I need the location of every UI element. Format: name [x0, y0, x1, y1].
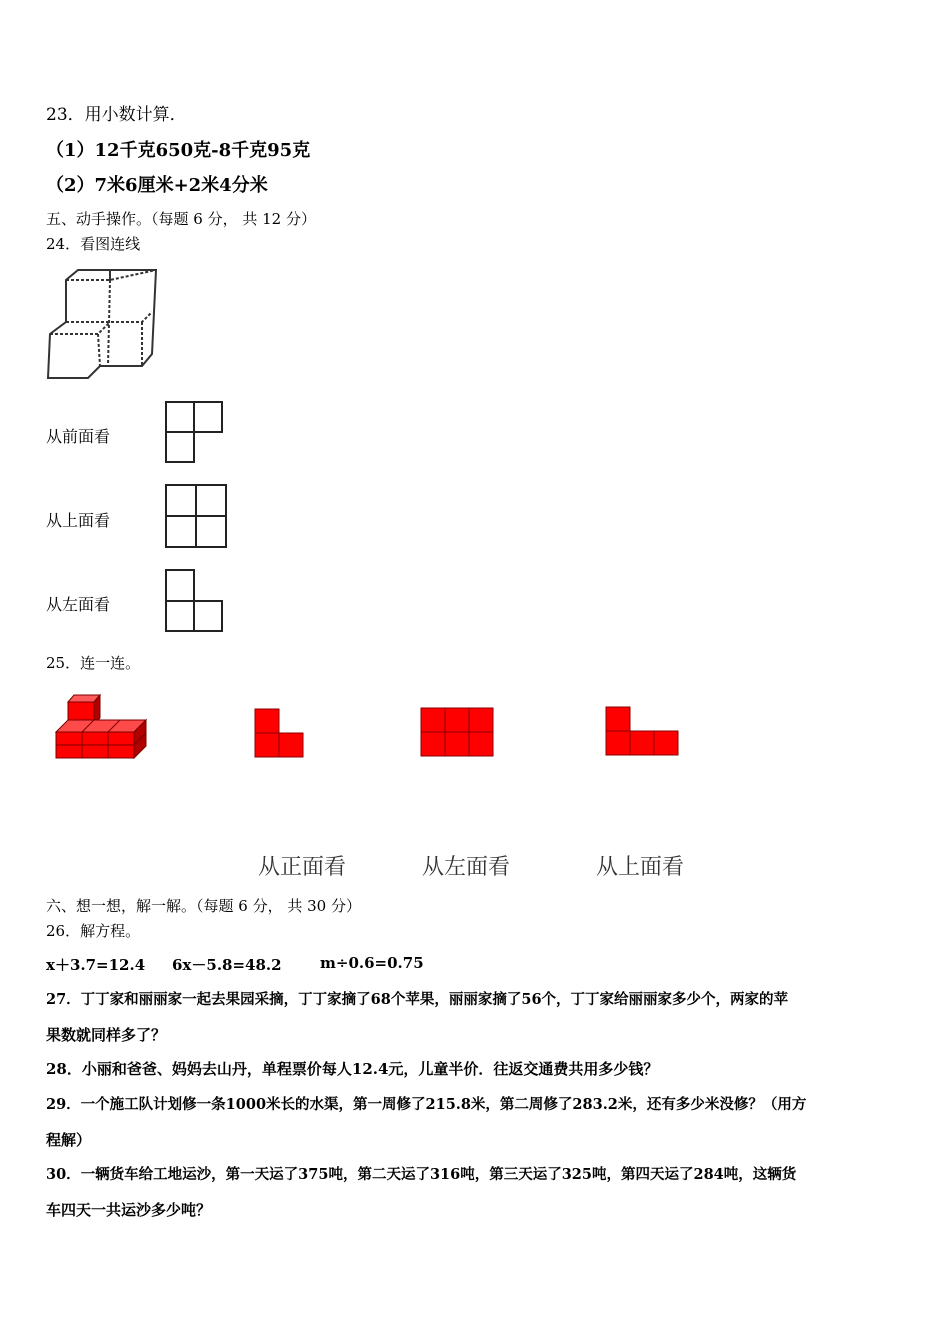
- q25-title: 25．连一连。: [46, 654, 141, 672]
- q25-view-3: [605, 706, 681, 758]
- q23-part2: （2）7米6厘米+2米4分米: [46, 175, 268, 196]
- q24-view-c: [164, 568, 226, 634]
- q23-title: 23．用小数计算．: [46, 105, 187, 125]
- q25-caption-top: 从上面看: [596, 855, 685, 880]
- q24-label-left: 从左面看: [46, 595, 111, 614]
- q26-equation-2: 6x－5.8=48.2: [172, 956, 282, 974]
- q25-view-1: [254, 708, 306, 760]
- q28-text: 28．小丽和爸爸、妈妈去山丹，单程票价每人12.4元，儿童半价．往返交通费共用多少钱？: [46, 1060, 659, 1078]
- section-5-heading: 五、动手操作。（每题 6 分， 共 12 分）: [46, 210, 316, 228]
- q24-view-b: [164, 483, 228, 549]
- q26-equation-1: x＋3.7=12.4: [46, 956, 146, 974]
- q24-label-top: 从上面看: [46, 511, 111, 530]
- q25-red-cube-structure: [52, 692, 152, 768]
- q24-label-front: 从前面看: [46, 427, 111, 446]
- q29-line-2: 程解）: [46, 1131, 92, 1149]
- q23-part1: （1）12千克650克-8千克95克: [46, 140, 311, 161]
- q29-line-1: 29．一个施工队计划修一条1000米长的水渠，第一周修了215.8米，第二周修了283.2米，还有多少米没修？（用方: [46, 1096, 807, 1113]
- q30-line-1: 30．一辆货车给工地运沙，第一天运了375吨，第二天运了316吨，第三天运了325吨，第四天运了284吨，这辆货: [46, 1166, 797, 1183]
- q25-caption-left: 从左面看: [422, 855, 511, 880]
- q30-line-2: 车四天一共运沙多少吨？: [46, 1201, 212, 1219]
- q24-view-a: [164, 400, 224, 464]
- q25-caption-front: 从正面看: [258, 855, 347, 880]
- q26-title: 26．解方程。: [46, 922, 141, 940]
- q26-equation-3: m÷0.6=0.75: [320, 954, 424, 972]
- q27-line-2: 果数就同样多了？: [46, 1026, 167, 1044]
- q24-solid-figure: [44, 262, 164, 387]
- section-6-heading: 六、想一想，解一解。（每题 6 分， 共 30 分）: [46, 897, 361, 915]
- q24-title: 24．看图连线: [46, 235, 141, 253]
- q27-line-1: 27．丁丁家和丽丽家一起去果园采摘，丁丁家摘了68个苹果，丽丽家摘了56个，丁丁家给丽丽家多少个，两家的苹: [46, 991, 789, 1008]
- q25-view-2: [420, 707, 496, 759]
